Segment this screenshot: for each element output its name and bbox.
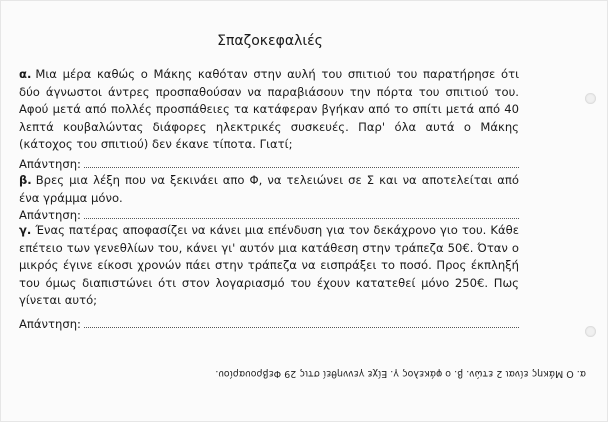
- punch-hole: [585, 93, 596, 104]
- answer-line-b: [19, 208, 519, 222]
- answer-label: Απάντηση:: [19, 317, 81, 331]
- question-text: Μια μέρα καθώς ο Μάκης καθόταν στην αυλή του σπιτιού του παρατήρησε ότι δύο άγνωστοι άντρες προσπαθούσαν να παραβιάσουν την πόρτα του σπιτιού του. Αφού μετά από πολλές προσπάθειες τα κατάφεραν βγήκαν από το σπίτι μετά από 40 λεπτά κουβαλώντας διάφορες ηλεκτρικές συσκευές. Παρ' όλα αυτά ο Μάκης (κάτοχος του σπιτιού) δεν έκανε τίποτα. Γιατί;: [19, 67, 519, 152]
- answer-label: Απάντηση:: [19, 157, 81, 171]
- question-b: [19, 172, 519, 207]
- question-text: Βρες μια λέξη που να ξεκινάει απο Φ, να τελειώνει σε Σ και να αποτελείται από ένα γράμμα μόνο.: [19, 173, 519, 205]
- question-label: α.: [19, 67, 32, 81]
- page-title: Σπαζοκεφαλιές: [217, 33, 323, 49]
- question-label: γ.: [19, 223, 32, 237]
- question-label: β.: [19, 173, 32, 187]
- answer-dotted-line: [84, 317, 519, 328]
- question-c: [19, 222, 519, 310]
- question-text: Ένας πατέρας αποφασίζει να κάνει μια επένδυση για τον δεκάχρονο γιο του. Κάθε επέτειο των γενεθλίων του, κάνει γι' αυτόν μια κατάθεση στην τράπεζα 50€. Όταν ο μικρός έγινε είκοσι χρονών πάει στην τράπεζα να εισπράξει το ποσό. Προς έκπληξή του όμως διαπιστώνει ότι στον λογαριασμό του έχουν κατατεθεί μόνο 250€. Πως γίνεται αυτό;: [19, 223, 519, 308]
- answer-label: Απάντηση:: [19, 208, 81, 222]
- answer-dotted-line: [84, 157, 519, 168]
- answer-dotted-line: [84, 208, 519, 219]
- punch-hole: [585, 326, 596, 337]
- upside-down-answers: α. Ο Μάκης είναι 2 ετών. β. ο φάκελος γ. Είχε γεννηθεί στις 29 Φεβρουαρίου.: [215, 368, 586, 379]
- question-a: [19, 66, 519, 154]
- answer-line-c: [19, 317, 519, 331]
- answer-line-a: [19, 157, 519, 171]
